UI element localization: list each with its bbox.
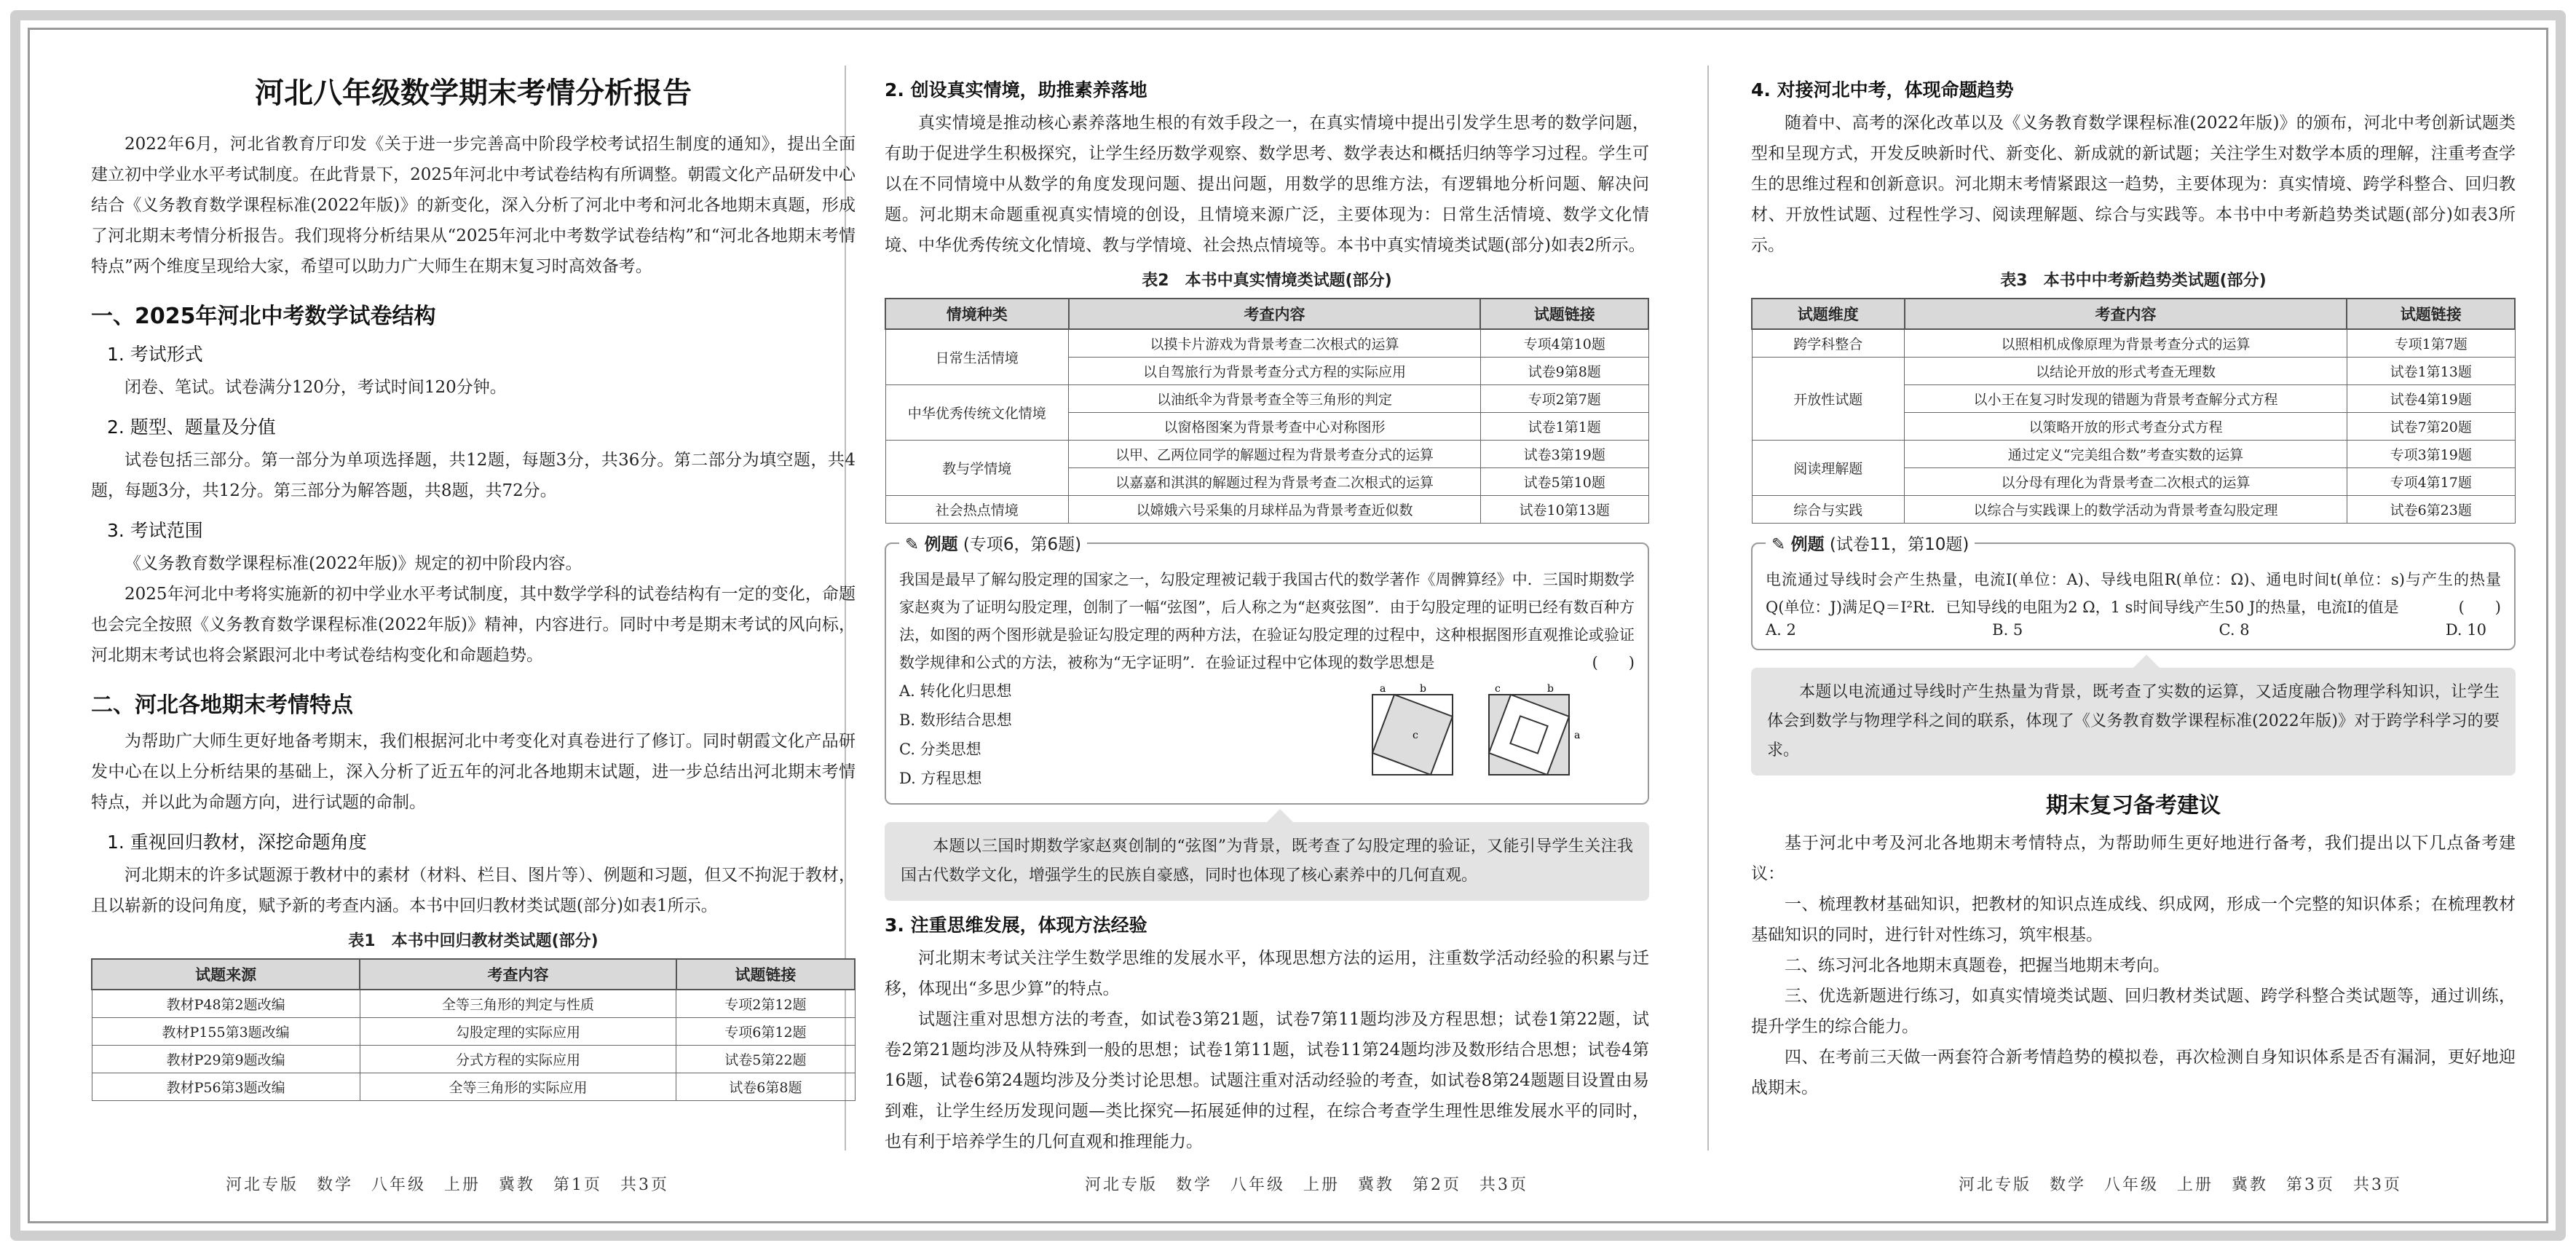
example-box [885,535,1649,805]
note-text: 本题以电流通过导线时产生热量为背景，既考查了实数的运算，又适度融合物理学科知识，让学生体会到数学与物理学科之间的联系，体现了《义务教育数学课程标准(2022年版)》对于跨学科学习的要求。 [1767,683,2500,759]
table-cell: 跨学科整合 [1752,329,1905,358]
example-box [1751,535,2516,650]
table-cell: 社会热点情境 [885,496,1069,524]
table-3 [1751,298,2516,524]
paragraph: 河北期末考试关注学生数学思维的发展水平，体现思想方法的运用，注重数学活动经验的积累与迁移，体现出“多思少算”的特点。 [885,949,1649,998]
advice-item: 三、优选新题进行练习，如真实情境类试题、回归教材类试题、跨学科整合类试题等，通过训练，提升学生的综合能力。 [1751,987,2516,1036]
figure-label-c: c [1413,730,1418,741]
figure-label-c2: c [1495,683,1501,695]
option: B. 5 [1992,621,2023,639]
zhaoshuang-chord-figures [1329,680,1605,789]
table-1 [91,958,856,1101]
table-cell: 综合与实践 [1752,496,1905,524]
table-header: 考查内容 [1069,299,1481,329]
table-cell: 教材P29第9题改编 [92,1046,360,1073]
table-cell: 分式方程的实际应用 [360,1046,676,1073]
table-cell: 日常生活情境 [885,329,1069,385]
chord-figure-left [1372,683,1453,775]
table-cell: 以自驾旅行为背景考查分式方程的实际应用 [1069,358,1481,385]
table-row [885,496,1648,524]
table-2-caption: 表2 本书中真实情境类试题(部分) [1142,272,1392,290]
table-cell: 试卷10第13题 [1480,496,1648,524]
example-source: (试卷11，第10题) [1829,535,1969,554]
answer-paren: ( ) [2458,599,2501,616]
example-tag: 例题 [1790,535,1825,554]
page-footer: 河北专版 数学 八年级 上册 冀教 第3页 共3页 [1959,1176,2402,1194]
option: A. 转化化归思想 [899,682,1012,700]
table-cell: 开放性试题 [1752,358,1905,441]
table-cell: 专项2第12题 [676,990,855,1018]
table-row [92,1073,855,1101]
table-row [1752,496,2515,524]
bulb-icon: ✎ [1771,535,1786,554]
section-1-heading: 一、2025年河北中考数学试卷结构 [91,304,436,329]
table-cell: 中华优秀传统文化情境 [885,385,1069,441]
table-cell: 教与学情境 [885,441,1069,496]
paragraph: 《义务教育数学课程标准(2022年版)》规定的初中阶段内容。 [125,554,582,573]
page-footer: 河北专版 数学 八年级 上册 冀教 第1页 共3页 [226,1176,669,1194]
table-header: 试题来源 [92,959,360,990]
table-cell: 专项2第7题 [1480,385,1648,413]
table-cell: 试卷7第20题 [2347,413,2515,441]
paragraph: 试题注重对思想方法的考查，如试卷3第21题，试卷7第11题均涉及方程思想；试卷1第22题，试卷2第21题均涉及从特殊到一般的思想；试卷1第11题，试卷11第24题均涉及数形结合思想；试卷4第16题，试卷6第24题均涉及分类讨论思想。试题注重对活动经验的考查，如试卷8第24题题目设置由易到难，让学生经历发现问题—类比探究—拓展延伸的过程，在综合考查学生理性思维发展水平的同时，也有利于培养学生的几何直观和推理能力。 [885,1010,1649,1151]
table-row [1752,329,2515,358]
column-divider [1707,66,1709,1151]
table-cell: 试卷1第13题 [2347,358,2515,385]
example-text: 电流通过导线时会产生热量，电流I(单位：A)、导线电阻R(单位：Ω)、通电时间t(单位：s)与产生的热量Q(单位：J)满足Q＝I²Rt．已知导线的电阻为2 Ω，1 s时间导线产生50 J的热量，电流I的值是 [1766,571,2501,616]
example-question [1766,566,2501,621]
advice-item: 二、练习河北各地期末真题卷，把握当地期末考向。 [1785,956,2170,975]
option: B. 数形结合思想 [899,711,1012,729]
subsection-heading: 3. 考试范围 [107,520,203,541]
example-tag: 例题 [924,535,958,554]
answer-paren: ( ) [1592,654,1635,671]
table-cell: 以分母有理化为背景考查二次根式的运算 [1905,468,2347,496]
section-2-heading: 二、河北各地期末考情特点 [91,692,353,718]
table-cell: 阅读理解题 [1752,441,1905,496]
option: D. 方程思想 [899,770,982,787]
table-row [885,385,1648,413]
subsection-heading: 1. 重视回归教材，深挖命题角度 [107,832,367,853]
table-header: 情境种类 [885,299,1069,329]
table-cell: 以小王在复习时发现的错题为背景考查解分式方程 [1905,385,2347,413]
table-cell: 教材P56第3题改编 [92,1073,360,1101]
example-text: 我国是最早了解勾股定理的国家之一，勾股定理被记载于我国古代的数学著作《周髀算经》中．三国时期数学家赵爽为了证明勾股定理，创制了一幅“弦图”，后人称之为“赵爽弦图”．由于勾股定理的证明已经有数百种方法，如图的两个图形就是验证勾股定理的两种方法，在验证勾股定理的过程中，这种根据图形直观推论或验证数学规律和公式的方法，被称为“无字证明”．在验证过程中它体现的数学思想是 [899,571,1635,671]
column-3 [1751,66,2516,1151]
paragraph: 随着中、高考的深化改革以及《义务教育数学课程标准(2022年版)》的颁布，河北中考创新试题类型和呈现方式，开发反映新时代、新变化、新成就的新试题；关注学生对数学本质的理解，注重考查学生的思维过程和创新意识。河北期末考情紧跟这一趋势，主要体现为：真实情境、跨学科整合、回归教材、开放性试题、过程性学习、阅读理解题、综合与实践等。本书中中考新趋势类试题(部分)如表3所示。 [1751,114,2516,255]
advice-title: 期末复习备考建议 [2046,793,2221,818]
example-question [899,566,1635,676]
table-header: 考查内容 [1905,299,2347,329]
option: C. 8 [2219,621,2250,639]
subsection-heading: 4. 对接河北中考，体现命题趋势 [1751,79,2014,100]
note-pointer [1267,809,1293,822]
advice-item: 一、梳理教材基础知识，把教材的知识点连成线、织成网，形成一个完整的知识体系；在梳理教材基础知识的同时，进行针对性练习，筑牢根基。 [1751,895,2516,944]
figure-label-b: b [1420,683,1426,695]
example-options [899,676,1012,793]
table-cell: 以摸卡片游戏为背景考查二次根式的运算 [1069,329,1481,358]
table-cell: 勾股定理的实际应用 [360,1018,676,1046]
column-1 [91,66,856,1151]
note-pointer [2133,655,2160,668]
example-source: (专项6，第6题) [963,535,1082,554]
table-cell: 以油纸伞为背景考查全等三角形的判定 [1069,385,1481,413]
table-cell: 试卷6第8题 [676,1073,855,1101]
table-1-caption: 表1 本书中回归教材类试题(部分) [348,932,598,950]
table-header: 试题链接 [676,959,855,990]
table-cell: 以嘉嘉和淇淇的解题过程为背景考查二次根式的运算 [1069,468,1481,496]
option: C. 分类思想 [899,741,981,758]
table-cell: 试卷5第10题 [1480,468,1648,496]
note-text: 本题以三国时期数学家赵爽创制的“弦图”为背景，既考查了勾股定理的验证，又能引导学生关注我国古代数学文化，增强学生的民族自豪感，同时也体现了核心素养中的几何直观。 [901,837,1633,885]
table-cell: 以策略开放的形式考查分式方程 [1905,413,2347,441]
table-row [1752,441,2515,468]
table-cell: 以嫦娥六号采集的月球样品为背景考查近似数 [1069,496,1481,524]
page-footer: 河北专版 数学 八年级 上册 冀教 第2页 共3页 [1085,1176,1528,1194]
advice-intro: 基于河北中考及河北各地期末考情特点，为帮助师生更好地进行备考，我们提出以下几点备考建议： [1751,834,2516,883]
paragraph: 真实情境是推动核心素养落地生根的有效手段之一，在真实情境中提出引发学生思考的数学问题，有助于促进学生积极探究，让学生经历数学观察、数学思考、数学表达和概括归纳等学习过程。学生可以在不同情境中从数学的角度发现问题、提出问题，用数学的思维方法，有逻辑地分析问题、解决问题。河北期末命题重视真实情境的创设，且情境来源广泛，主要体现为：日常生活情境、数学文化情境、中华优秀传统文化情境、教与学情境、社会热点情境等。本书中真实情境类试题(部分)如表2所示。 [885,114,1649,255]
table-cell: 专项4第10题 [1480,329,1648,358]
subsection-heading: 2. 题型、题量及分值 [107,417,276,438]
subsection-heading: 2. 创设真实情境，助推素养落地 [885,79,1147,100]
table-cell: 试卷3第19题 [1480,441,1648,468]
option: A. 2 [1766,621,1796,639]
table-header: 考查内容 [360,959,676,990]
advice-item: 四、在考前三天做一两套符合新考情趋势的模拟卷，再次检测自身知识体系是否有漏洞，更好地迎战期末。 [1751,1048,2516,1097]
table-cell: 专项3第19题 [2347,441,2515,468]
table-cell: 专项6第12题 [676,1018,855,1046]
paragraph: 为帮助广大师生更好地备考期末，我们根据河北中考变化对真卷进行了修订。同时朝霞文化产品研发中心在以上分析结果的基础上，深入分析了近五年的河北各地期末试题，进一步总结出河北期末考情特点，并以此为命题方向，进行试题的命制。 [91,732,856,812]
table-row [92,990,855,1018]
paragraph: 试卷包括三部分。第一部分为单项选择题，共12题，每题3分，共36分。第二部分为填空题，共4题，每题3分，共12分。第三部分为解答题，共8题，共72分。 [91,451,856,500]
paragraph: 闭卷、笔试。试卷满分120分，考试时间120分钟。 [125,378,507,397]
figure-label-a: a [1380,683,1386,695]
analysis-note [1751,668,2516,776]
table-cell: 试卷6第23题 [2347,496,2515,524]
table-2 [885,298,1649,524]
table-cell: 以结论开放的形式考查无理数 [1905,358,2347,385]
table-cell: 以甲、乙两位同学的解题过程为背景考查分式的运算 [1069,441,1481,468]
figure-label-a2: a [1574,730,1581,741]
paragraph: 2025年河北中考将实施新的初中学业水平考试制度，其中数学学科的试卷结构有一定的变化，命题也会完全按照《义务教育数学课程标准(2022年版)》精神，内容进行。同时中考是期末考试的风向标，河北期末考试也将会紧跟河北中考试卷结构变化和命题趋势。 [91,585,856,665]
table-3-caption: 表3 本书中中考新趋势类试题(部分) [2000,272,2267,290]
analysis-note [885,822,1649,901]
table-cell: 试卷4第19题 [2347,385,2515,413]
table-cell: 试卷5第22题 [676,1046,855,1073]
table-row [885,441,1648,468]
table-row [92,1018,855,1046]
table-row [92,1046,855,1073]
table-cell: 全等三角形的实际应用 [360,1073,676,1101]
table-row [885,329,1648,358]
report-title: 河北八年级数学期末考情分析报告 [255,76,692,110]
column-2 [885,66,1649,1151]
option: D. 10 [2445,621,2486,639]
example-options [1766,621,2501,639]
table-cell: 通过定义“完美组合数”考查实数的运算 [1905,441,2347,468]
table-cell: 试卷1第1题 [1480,413,1648,441]
chord-figure-right [1489,683,1580,775]
subsection-heading: 1. 考试形式 [107,344,203,365]
table-cell: 教材P48第2题改编 [92,990,360,1018]
example-label [1766,531,1975,555]
table-cell: 以窗格图案为背景考查中心对称图形 [1069,413,1481,441]
table-cell: 全等三角形的判定与性质 [360,990,676,1018]
table-cell: 以综合与实践课上的数学活动为背景考查勾股定理 [1905,496,2347,524]
figure-label-b2: b [1547,683,1554,695]
table-header: 试题链接 [2347,299,2515,329]
table-cell: 教材P155第3题改编 [92,1018,360,1046]
table-cell: 以照相机成像原理为背景考查分式的运算 [1905,329,2347,358]
subsection-heading: 3. 注重思维发展，体现方法经验 [885,915,1147,936]
table-row [1752,358,2515,385]
table-cell: 专项1第7题 [2347,329,2515,358]
intro-paragraph: 2022年6月，河北省教育厅印发《关于进一步完善高中阶段学校考试招生制度的通知》，提出全面建立初中学业水平考试制度。在此背景下，2025年河北中考试卷结构有所调整。朝霞文化产品研发中心结合《义务教育数学课程标准(2022年版)》的新变化，深入分析了河北中考和河北各地期末真题，形成了河北期末考情分析报告。我们现将分析结果从“2025年河北中考数学试卷结构”和“河北各地期末考情特点”两个维度呈现给大家，希望可以助力广大师生在期末复习时高效备考。 [91,135,856,276]
table-header: 试题链接 [1480,299,1648,329]
table-header: 试题维度 [1752,299,1905,329]
paragraph: 河北期末的许多试题源于教材中的素材（材料、栏目、图片等）、例题和习题，但又不拘泥于教材，且以崭新的设问角度，赋予新的考查内涵。本书中回归教材类试题(部分)如表1所示。 [91,866,856,915]
bulb-icon: ✎ [905,535,920,554]
table-cell: 专项4第17题 [2347,468,2515,496]
table-cell: 试卷9第8题 [1480,358,1648,385]
example-label [899,531,1087,555]
